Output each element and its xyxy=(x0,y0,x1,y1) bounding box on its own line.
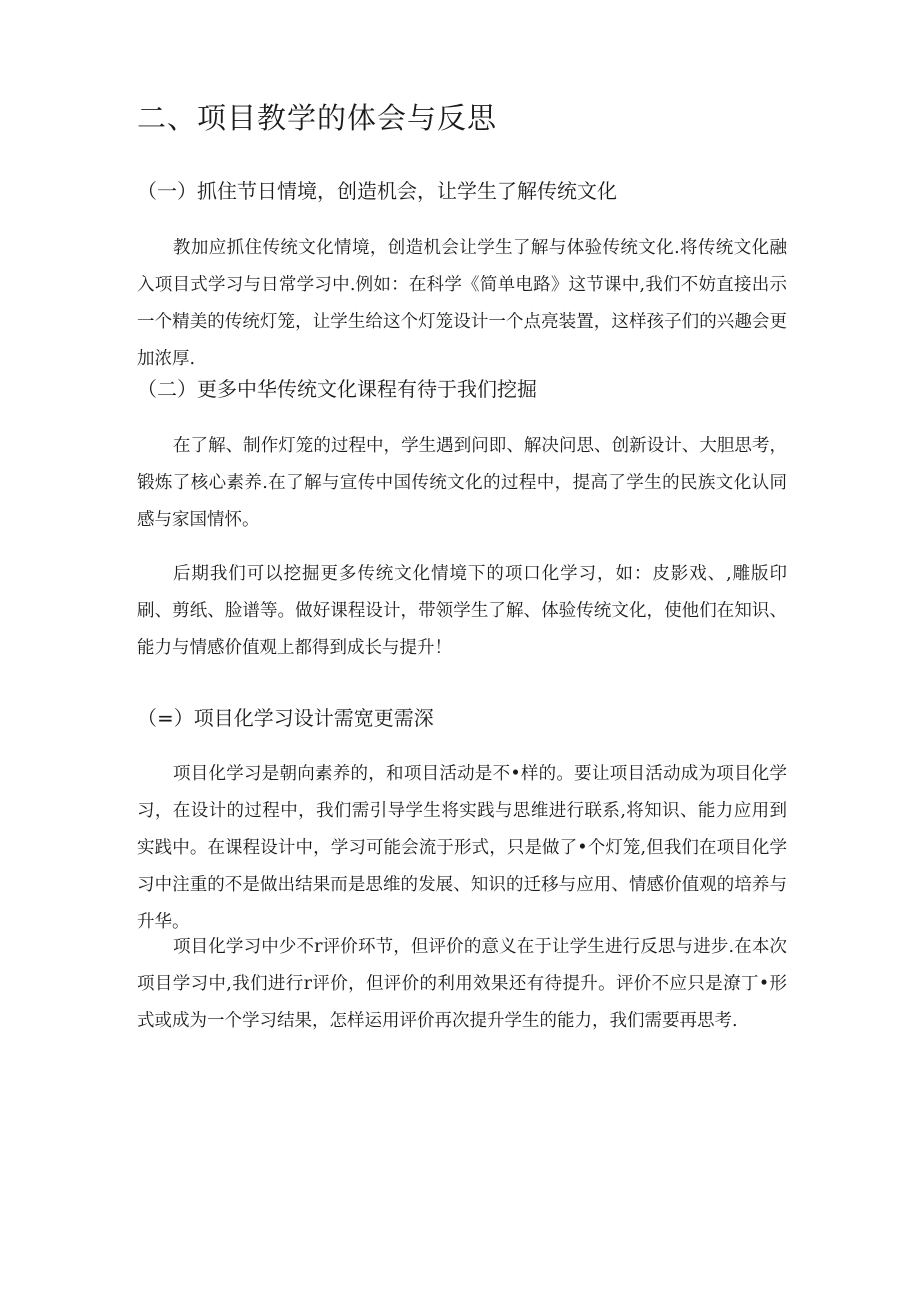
section-heading-1: （一）抓住节日情境，创造机会，让学生了解传统文化 xyxy=(137,179,617,203)
section-2-paragraph-2: 后期我们可以挖掘更多传统文化情境下的项口化学习，如：皮影戏、,雕版印刷、剪纸、脸谱等。做好课程设计，带领学生了解、体验传统文化，使他们在知识、能力与情感价值观上都得到成长与提升！ xyxy=(137,564,787,658)
section-heading-2: （二）更多中华传统文化课程有待于我们挖掘 xyxy=(137,377,537,401)
section-1-paragraph-1: 教加应抓住传统文化情境，创造机会让学生了解与体验传统文化.将传统文化融入项目式学习与日常学习中.例如：在科学《简单电路》这节课中,我们不妨直接出示一个精美的传统灯笼，让学生给这个灯笼设计一个点亮装置，这样孩子们的兴趣会更加浓厚. xyxy=(137,238,787,369)
section-2-paragraph-1: 在了解、制作灯笼的过程中，学生遇到问即、解决问思、创新设计、大胆思考，锻炼了核心素养.在了解与宣传中国传统文化的过程中，提高了学生的民族文化认同感与家国情怀。 xyxy=(137,436,787,530)
section-3-paragraph-1: 项目化学习是朝向素养的，和项目活动是不•样的。要让项目活动成为项目化学习，在设计的过程中，我们需引导学生将实践与思维进行联系,将知识、能力应用到实践中。在课程设计中，学习可能会流于形式，只是做了•个灯笼,但我们在项目化学习中注重的不是做出结果而是思维的发展、知识的迁移与应用、情感价值观的培养与升华。 xyxy=(137,764,787,932)
page-title: 二、项目教学的体会与反思 xyxy=(137,101,498,135)
section-3-paragraph-2: 项目化学习中少不r评价环节，但评价的意义在于让学生进行反思与进步.在本次项目学习中,我们进行r评价，但评价的利用效果还有待提升。评价不应只是潦丁•形式或成为一个学习结果，怎样运用评价再次提升学生的能力，我们需要再思考. xyxy=(137,937,787,1031)
section-heading-3: （=）项目化学习设计需宽更需深 xyxy=(137,706,434,730)
